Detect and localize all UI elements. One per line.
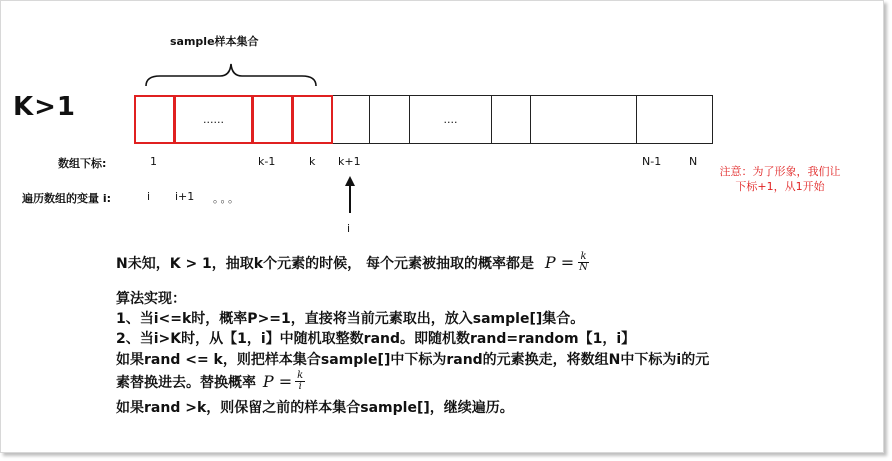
- algorithm-heading: 算法实现：: [116, 291, 186, 307]
- formula-1-denominator: N: [579, 262, 588, 273]
- formula-2-denominator: i: [298, 381, 302, 392]
- note-line-2: 下标+1，从1开始: [735, 180, 825, 193]
- var-i: i: [147, 190, 151, 203]
- note-line-1: 注意：为了形象，我们让: [719, 165, 841, 178]
- arrow-label: i: [347, 222, 351, 235]
- formula-1-lhs: P =: [544, 253, 575, 272]
- condition-label: K>1: [13, 92, 77, 122]
- formula-2-numerator: k: [297, 370, 304, 381]
- index-n: N: [689, 155, 698, 168]
- index-row-label: 数组下标:: [58, 157, 107, 170]
- explanation-line-1: [116, 252, 696, 275]
- formula-1-numerator: k: [580, 251, 587, 262]
- sample-brace: [142, 60, 320, 90]
- array-cell-last: [636, 95, 713, 144]
- algorithm-step-5: 如果rand >k，则保留之前的样本集合sample[]，继续遍历。: [116, 400, 514, 416]
- array-cell-wide: [530, 95, 637, 144]
- index-1: 1: [150, 155, 157, 168]
- array-cell-k+1: [332, 95, 370, 144]
- index-k-1: k-1: [258, 155, 276, 168]
- array-cell-ellipsis-2: ....: [409, 95, 492, 144]
- array-cell-1: [134, 95, 175, 144]
- var-row-label: 遍历数组的变量 i:: [22, 192, 111, 205]
- brace-label: sample样本集合: [170, 35, 259, 48]
- array-cell-ellipsis: ......: [174, 95, 253, 144]
- var-i+1: i+1: [175, 190, 195, 203]
- algorithm-step-1: 1、当i<=k时，概率P>=1，直接将当前元素取出，放入sample[]集合。: [116, 311, 585, 327]
- algorithm-step-4-text: 素替换进去。替换概率: [116, 375, 256, 391]
- array-cell: [491, 95, 531, 144]
- array-cell-k: [292, 95, 333, 144]
- explanation-text-1: N未知，K > 1，抽取k个元素的时候， 每个元素被抽取的概率都是: [116, 256, 534, 272]
- var-dots: 。。。: [213, 192, 241, 205]
- formula-2-lhs: P =: [262, 372, 293, 391]
- algorithm-step-3: 如果rand <= k，则把样本集合sample[]中下标为rand的元素换走，将数组N中下标为i的元: [116, 352, 710, 368]
- up-arrow-icon: [343, 175, 357, 215]
- index-k+1: k+1: [338, 155, 361, 168]
- array-cell: [369, 95, 410, 144]
- algorithm-step-2: 2、当i>K时，从【1，i】中随机取整数rand。即随机数rand=random【1，i】: [116, 331, 636, 347]
- note: [716, 164, 844, 194]
- index-k: k: [309, 155, 316, 168]
- array-cell-k-1: [252, 95, 293, 144]
- formula-p-k-over-n: [545, 252, 590, 273]
- algorithm-step-4: [116, 371, 305, 394]
- index-n-1: N-1: [642, 155, 662, 168]
- formula-p-k-over-i: [263, 371, 305, 392]
